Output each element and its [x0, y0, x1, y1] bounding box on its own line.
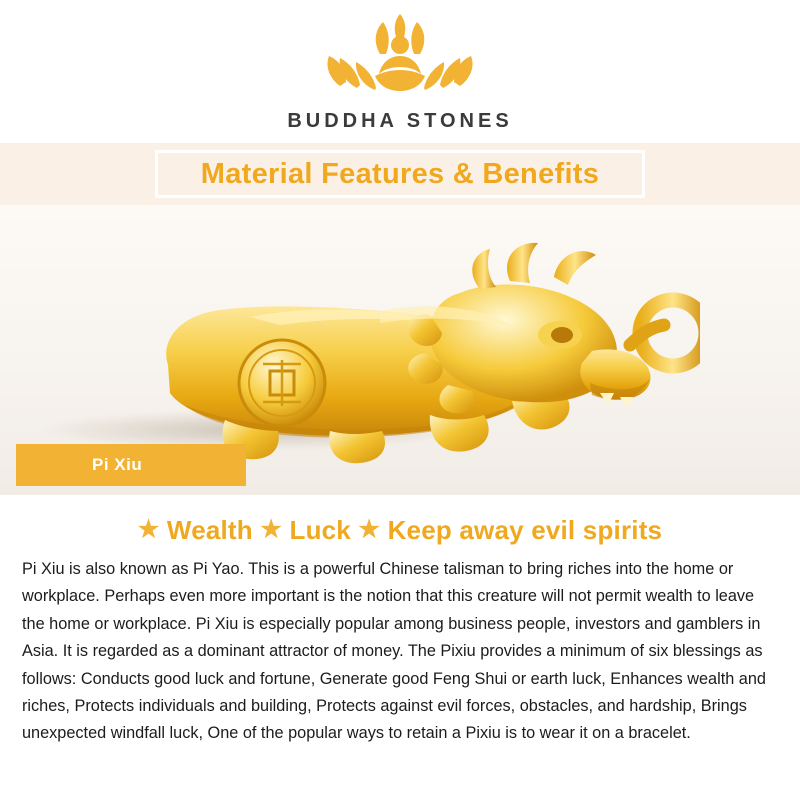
- benefit-item-wealth: Wealth: [166, 515, 253, 545]
- product-label-tab: [16, 444, 246, 486]
- brand-header: [0, 0, 800, 145]
- title-frame: [155, 150, 645, 198]
- star-icon: ★: [260, 516, 283, 543]
- page-title: Material Features & Benefits: [200, 157, 600, 190]
- description-section: [0, 497, 800, 800]
- brand-name: BUDDHA STONES: [287, 110, 513, 132]
- benefit-item-evil-spirits: Keep away evil spirits: [387, 515, 663, 545]
- star-icon: ★: [137, 516, 160, 543]
- lotus-meditation-icon: [305, 12, 495, 104]
- benefits-headline: [22, 515, 778, 546]
- description-paragraph: Pi Xiu is also known as Pi Yao. This is a powerful Chinese talisman to bring riches into the home or workplace. Perhaps even more important is the notion that this creature will not permit wealth to leave the home or workplace. Pi Xiu is especially popular among business people, investors and gamblers in Asia. It is regarded as a dominant attractor of money. The Pixiu provides a minimum of six blessings as follows: Conducts good luck and fortune, Generate good Feng Shui or earth luck, Enhances wealth and riches, Protects individuals and building, Protects against evil forces, obstacles, and hardship, Brings unexpected windfall luck, One of the popular ways to retain a Pixiu is to wear it on a bracelet.: [22, 560, 766, 743]
- product-label: Pi Xiu: [92, 455, 143, 474]
- benefit-item-luck: Luck: [289, 515, 351, 545]
- star-icon: ★: [358, 516, 381, 543]
